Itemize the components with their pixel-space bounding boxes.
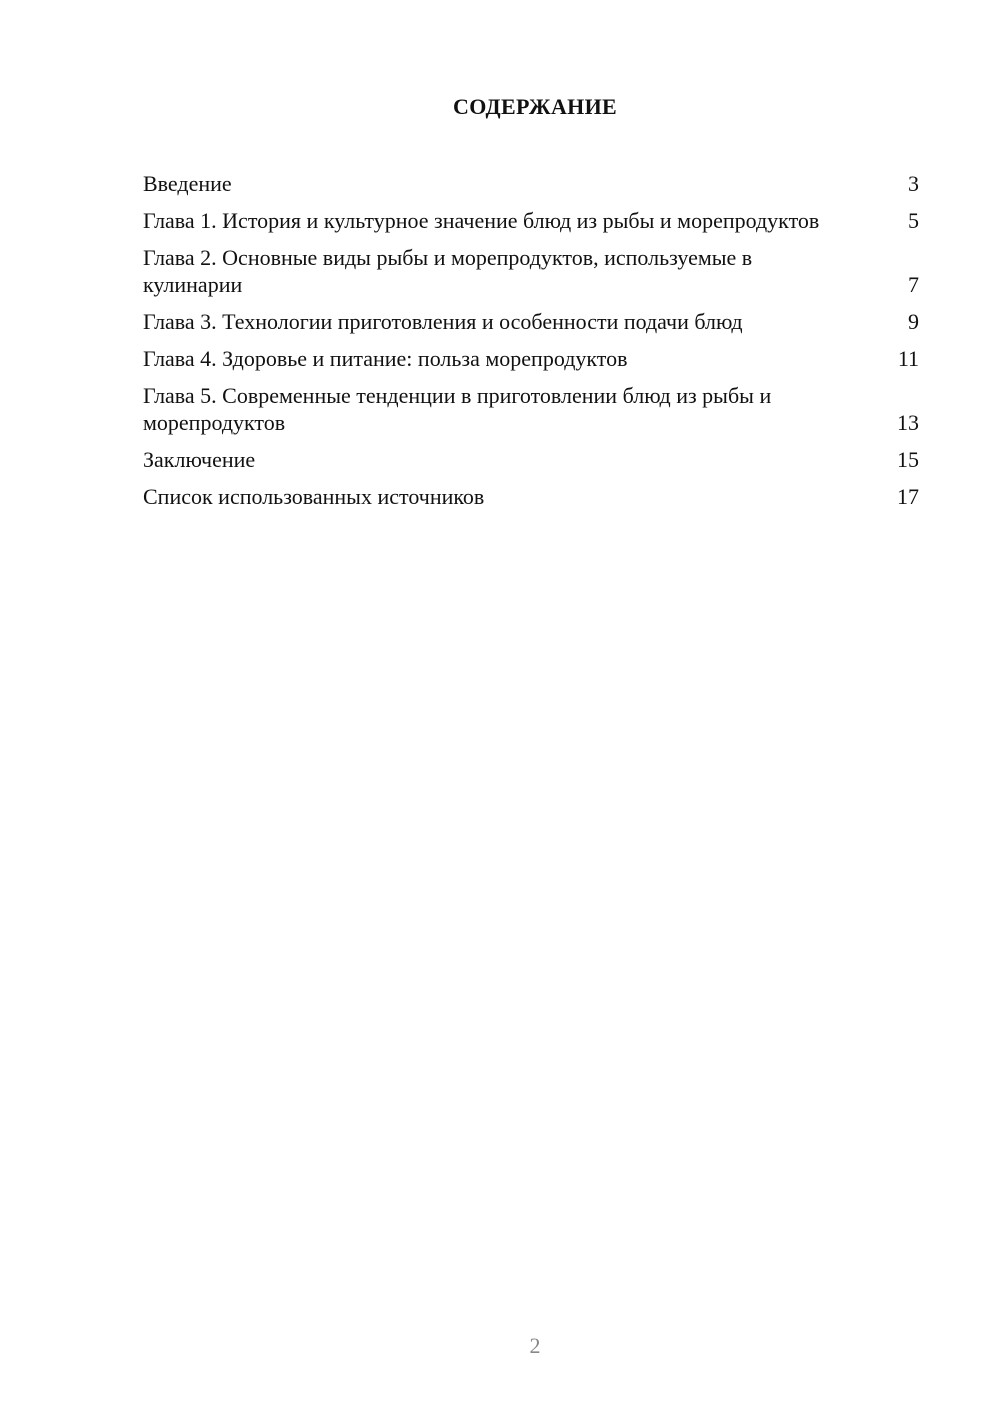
toc-entry-page: 13	[897, 410, 919, 435]
toc-entry-title: Глава 2. Основные виды рыбы и морепродуктов, используемые в кулинарии	[143, 245, 753, 297]
toc-entry-page: 11	[897, 346, 919, 371]
toc-entry-chapter-4	[143, 345, 919, 372]
toc-entry-title: Заключение	[143, 447, 256, 472]
toc-entry-conclusion	[143, 446, 919, 473]
toc-entry-introduction	[143, 170, 919, 197]
toc-entry-chapter-3	[143, 308, 919, 335]
toc-entry-page: 3	[908, 171, 919, 196]
toc-entry-references	[143, 483, 919, 510]
toc-entry-page: 5	[908, 208, 919, 233]
toc-entry-page: 15	[897, 447, 919, 472]
toc-entry-page: 9	[908, 309, 919, 334]
toc-entry-chapter-1	[143, 207, 919, 234]
toc-entry-title: Глава 4. Здоровье и питание: польза морепродуктов	[143, 346, 628, 371]
toc-entry-chapter-2	[143, 244, 919, 298]
page-number: 2	[529, 1333, 541, 1358]
toc-entry-title: Глава 1. История и культурное значение блюд из рыбы и морепродуктов	[143, 208, 820, 233]
toc-entry-title: Список использованных источников	[143, 484, 485, 509]
toc-entry-title: Глава 3. Технологии приготовления и особенности подачи блюд	[143, 309, 743, 334]
toc-title: СОДЕРЖАНИЕ	[453, 94, 617, 119]
toc-entry-title: Глава 5. Современные тенденции в приготовлении блюд из рыбы и морепродуктов	[143, 383, 772, 435]
toc-entry-page: 17	[897, 484, 919, 509]
table-of-contents	[143, 170, 919, 520]
toc-entry-chapter-5	[143, 382, 919, 436]
toc-entry-title: Введение	[143, 171, 232, 196]
toc-entry-page: 7	[908, 272, 919, 297]
